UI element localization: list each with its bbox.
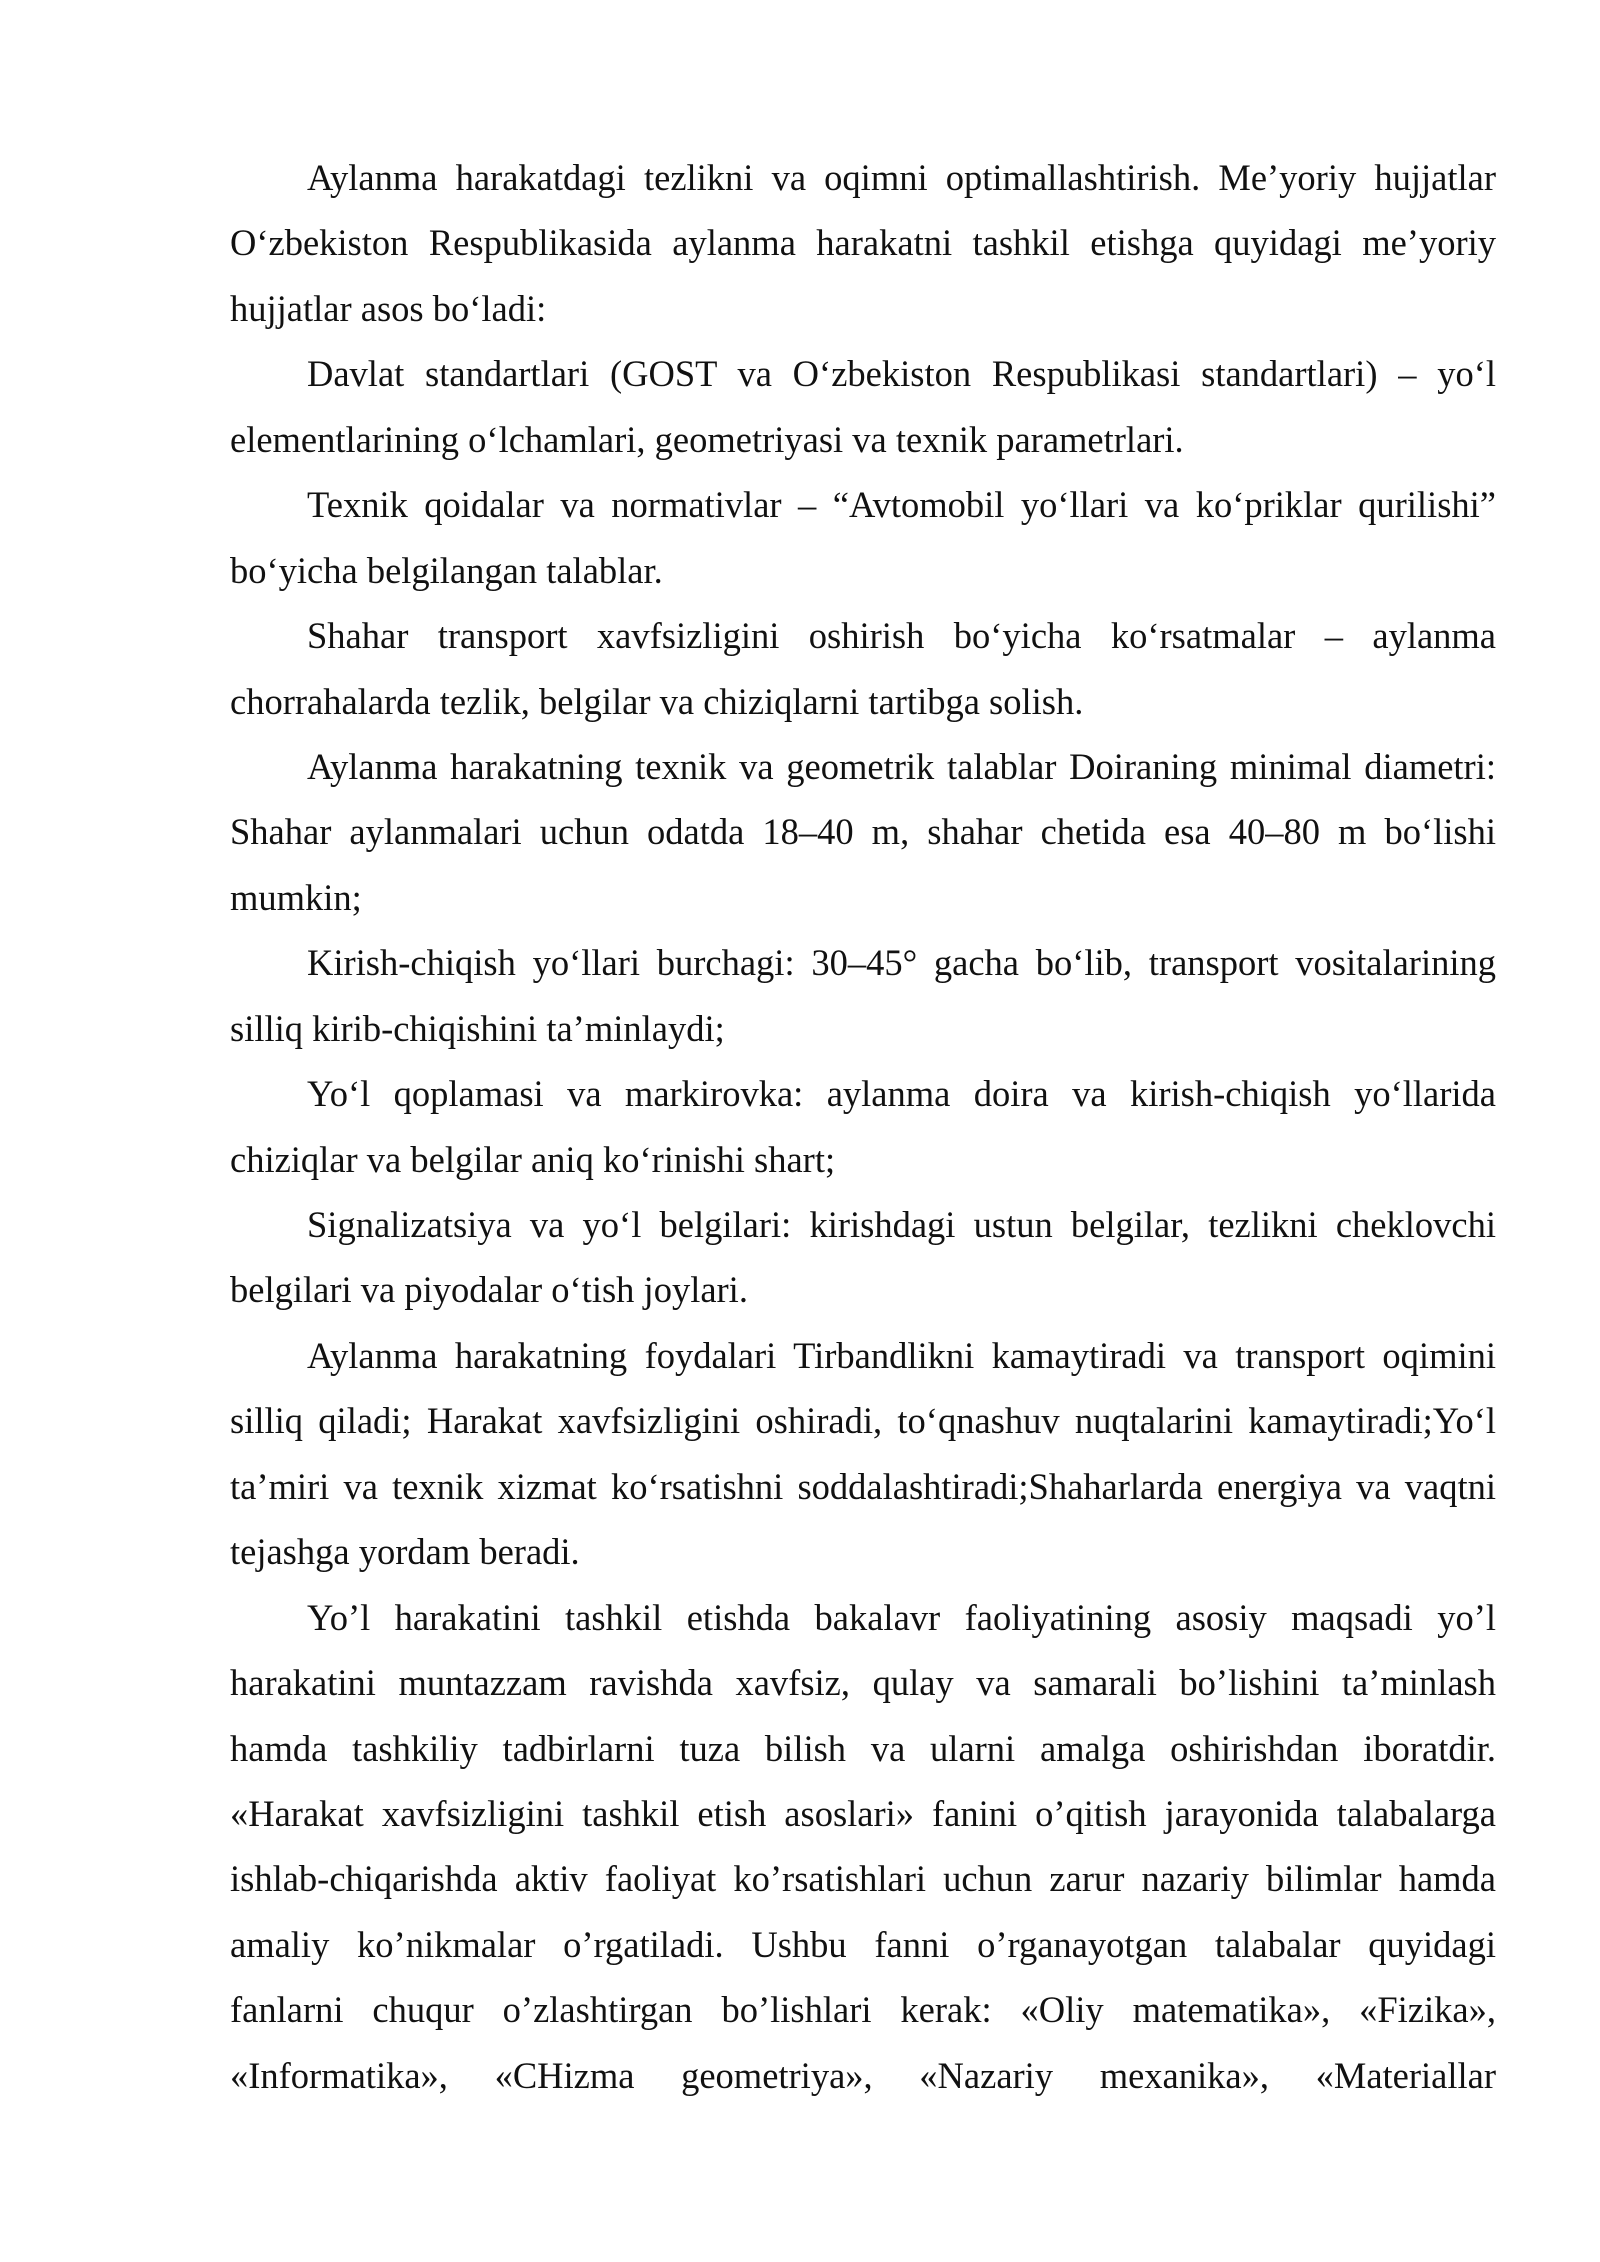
text-line: silliq kirib-chiqishini ta’minlaydi;	[230, 1007, 725, 1049]
text-line: hamda tashkiliy tadbirlarni tuza bilish va ularni amalga oshirishdan iboratdir.	[230, 1727, 1496, 1769]
paragraph-geometric-requirements	[230, 734, 1496, 930]
document-body	[230, 145, 1496, 2108]
text-line: Aylanma harakatning texnik va geometrik talablar Doiraning minimal diametri:	[307, 745, 1496, 787]
paragraph-signals-and-signs	[230, 1192, 1496, 1323]
paragraph-normative-documents	[230, 145, 1496, 341]
text-line: tejashga yordam beradi.	[230, 1531, 580, 1573]
text-line: mumkin;	[230, 876, 362, 918]
text-line: belgilari va piyodalar o‘tish joylari.	[230, 1269, 748, 1311]
text-line: elementlarining o‘lchamlari, geometriyasi va texnik parametrlari.	[230, 418, 1184, 460]
paragraph-roundabout-benefits	[230, 1323, 1496, 1585]
text-line: O‘zbekiston Respublikasida aylanma harakatni tashkil etishga quyidagi me’yoriy	[230, 222, 1496, 264]
paragraph-entry-exit-angle	[230, 930, 1496, 1061]
paragraph-bachelor-goals	[230, 1585, 1496, 2109]
text-line: silliq qiladi; Harakat xavfsizligini oshiradi, to‘qnashuv nuqtalarini kamaytiradi;Yo‘l	[230, 1400, 1496, 1442]
text-line: Shahar transport xavfsizligini oshirish bo‘yicha ko‘rsatmalar – aylanma	[307, 615, 1496, 657]
text-line: hujjatlar asos bo‘ladi:	[230, 287, 547, 329]
paragraph-city-transport-safety	[230, 603, 1496, 734]
text-line: chorrahalarda tezlik, belgilar va chiziqlarni tartibga solish.	[230, 680, 1084, 722]
text-line: «Informatika», «CHizma geometriya», «Nazariy mexanika», «Materiallar	[230, 2054, 1496, 2096]
text-line: chiziqlar va belgilar aniq ko‘rinishi shart;	[230, 1138, 836, 1180]
text-line: Aylanma harakatning foydalari Tirbandlikni kamaytiradi va transport oqimini	[307, 1334, 1496, 1376]
text-line: amaliy ko’nikmalar o’rgatiladi. Ushbu fanni o’rganayotgan talabalar quyidagi	[230, 1923, 1496, 1965]
paragraph-road-surface-marking	[230, 1061, 1496, 1192]
paragraph-state-standards	[230, 341, 1496, 472]
text-line: Davlat standartlari (GOST va O‘zbekiston Respublikasi standartlari) – yo‘l	[307, 353, 1496, 395]
text-line: harakatini muntazzam ravishda xavfsiz, qulay va samarali bo’lishini ta’minlash	[230, 1662, 1496, 1704]
paragraph-technical-rules	[230, 472, 1496, 603]
text-line: Texnik qoidalar va normativlar – “Avtomobil yo‘llari va ko‘priklar qurilishi”	[307, 484, 1496, 526]
text-line: bo‘yicha belgilangan talablar.	[230, 549, 663, 591]
text-line: Shahar aylanmalari uchun odatda 18–40 m, shahar chetida esa 40–80 m bo‘lishi	[230, 811, 1496, 853]
text-line: Yo’l harakatini tashkil etishda bakalavr faoliyatining asosiy maqsadi yo’l	[307, 1596, 1496, 1638]
text-line: ta’miri va texnik xizmat ko‘rsatishni soddalashtiradi;Shaharlarda energiya va vaqtni	[230, 1465, 1496, 1507]
text-line: Yo‘l qoplamasi va markirovka: aylanma doira va kirish-chiqish yo‘llarida	[307, 1073, 1496, 1115]
text-line: Kirish-chiqish yo‘llari burchagi: 30–45° gacha bo‘lib, transport vositalarining	[307, 942, 1496, 984]
text-line: «Harakat xavfsizligini tashkil etish asoslari» fanini o’qitish jarayonida talabalarga	[230, 1792, 1496, 1834]
text-line: Aylanma harakatdagi tezlikni va oqimni optimallashtirish. Me’yoriy hujjatlar	[307, 157, 1496, 198]
text-line: ishlab-chiqarishda aktiv faoliyat ko’rsatishlari uchun zarur nazariy bilimlar hamda	[230, 1858, 1496, 1900]
text-line: Signalizatsiya va yo‘l belgilari: kirishdagi ustun belgilar, tezlikni cheklovchi	[307, 1204, 1496, 1245]
text-line: fanlarni chuqur o’zlashtirgan bo’lishlari kerak: «Oliy matematika», «Fizika»,	[230, 1989, 1496, 2031]
